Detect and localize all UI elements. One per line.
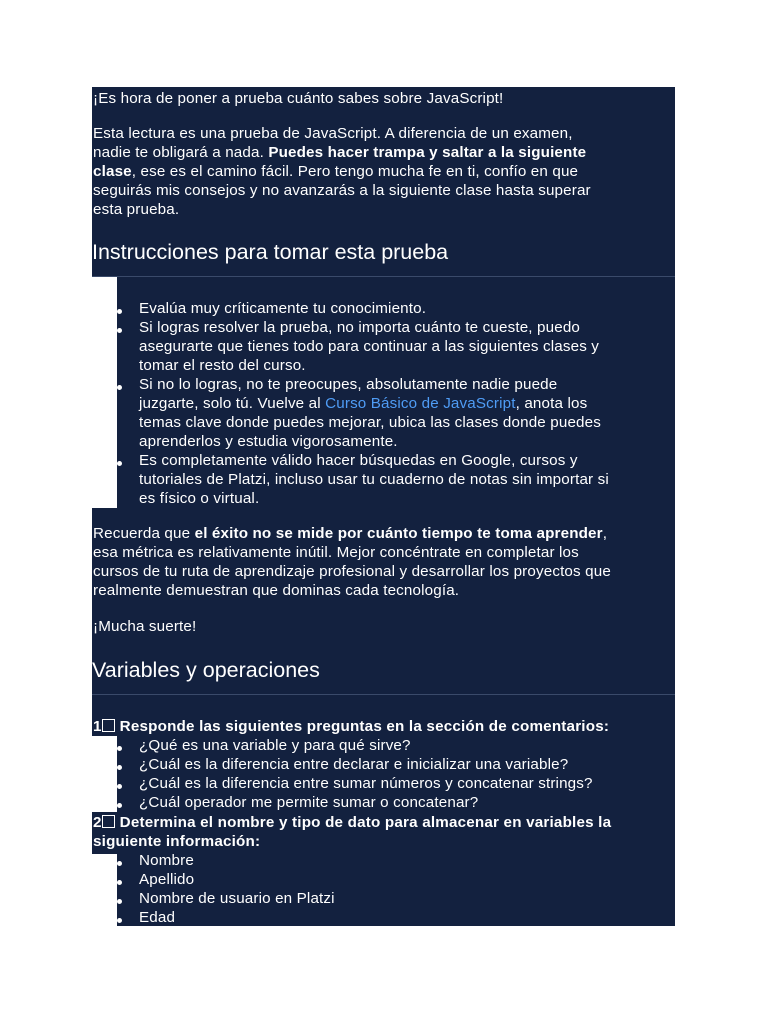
bullet bbox=[117, 765, 122, 770]
section-heading-instructions: Instrucciones para tomar esta prueba bbox=[92, 240, 449, 264]
list-item: tutoriales de Platzi, incluso usar tu cuaderno de notas sin importar si bbox=[139, 471, 609, 488]
remember-line: esa métrica es relativamente inútil. Mejor concéntrate en completar los bbox=[93, 544, 579, 561]
heading-divider bbox=[92, 276, 675, 277]
section-heading-variables: Variables y operaciones bbox=[92, 658, 320, 682]
intro-bold-text: Puedes hacer trampa y saltar a la siguiente bbox=[268, 144, 587, 161]
list-item: Nombre bbox=[139, 852, 194, 869]
good-luck-text: ¡Mucha suerte! bbox=[93, 618, 197, 635]
remember-line: cursos de tu ruta de aprendizaje profesional y desarrollar los proyectos que bbox=[93, 563, 611, 580]
list-item: Si no lo logras, no te preocupes, absolutamente nadie puede bbox=[139, 376, 558, 393]
course-link[interactable]: Curso Básico de JavaScript bbox=[325, 395, 516, 412]
checkbox-icon bbox=[102, 719, 115, 732]
list-item: asegurarte que tienes todo para continuar a las siguientes clases y bbox=[139, 338, 600, 355]
bullet bbox=[117, 309, 122, 314]
list-item: es físico o virtual. bbox=[139, 490, 260, 507]
list-item: Nombre de usuario en Platzi bbox=[139, 890, 335, 907]
bullet bbox=[117, 385, 122, 390]
bullet bbox=[117, 803, 122, 808]
checkbox-icon bbox=[102, 815, 115, 828]
list-item: juzgarte, solo tú. Vuelve al Curso Básico de JavaScript, anota los bbox=[139, 395, 588, 412]
intro-paragraph-line: nadie te obligará a nada. Puedes hacer trampa y saltar a la siguiente bbox=[93, 144, 587, 161]
remember-line: realmente demuestran que dominas cada tecnología. bbox=[93, 582, 460, 599]
bullet bbox=[117, 880, 122, 885]
intro-paragraph-line: clase, ese es el camino fácil. Pero tengo mucha fe en ti, confío en que bbox=[93, 163, 579, 180]
list-item: ¿Qué es una variable y para qué sirve? bbox=[139, 737, 411, 754]
list-item: temas clave donde puedes mejorar, ubica las clases donde puedes bbox=[139, 414, 601, 431]
list-item: Si logras resolver la prueba, no importa cuánto te cueste, puedo bbox=[139, 319, 581, 336]
list-item: ¿Cuál es la diferencia entre declarar e inicializar una variable? bbox=[139, 756, 569, 773]
bullet bbox=[117, 899, 122, 904]
list-item: aprenderlos y estudia vigorosamente. bbox=[139, 433, 398, 450]
list-item: Edad bbox=[139, 909, 176, 926]
question-2-continued: siguiente información: bbox=[93, 833, 261, 850]
remember-bold-text: el éxito no se mide por cuánto tiempo te toma aprender bbox=[194, 525, 603, 542]
bullet bbox=[117, 746, 122, 751]
heading-divider bbox=[92, 694, 675, 695]
question-2: 2 Determina el nombre y tipo de dato para almacenar en variables la bbox=[93, 814, 612, 831]
list-item: ¿Cuál es la diferencia entre sumar números y concatenar strings? bbox=[139, 775, 593, 792]
intro-paragraph-line: esta prueba. bbox=[93, 201, 180, 218]
bullet bbox=[117, 918, 122, 923]
list-item: ¿Cuál operador me permite sumar o concatenar? bbox=[139, 794, 479, 811]
remember-line: Recuerda que el éxito no se mide por cuánto tiempo te toma aprender, bbox=[93, 525, 608, 542]
bullet bbox=[117, 861, 122, 866]
list-item: Es completamente válido hacer búsquedas en Google, cursos y bbox=[139, 452, 578, 469]
question-1: 1 Responde las siguientes preguntas en la sección de comentarios: bbox=[93, 718, 610, 735]
intro-line: ¡Es hora de poner a prueba cuánto sabes sobre JavaScript! bbox=[93, 90, 504, 107]
bullet bbox=[117, 784, 122, 789]
bullet bbox=[117, 328, 122, 333]
list-item: tomar el resto del curso. bbox=[139, 357, 306, 374]
intro-paragraph-line: seguirás mis consejos y no avanzarás a la siguiente clase hasta superar bbox=[93, 182, 591, 199]
intro-paragraph-line: Esta lectura es una prueba de JavaScript. A diferencia de un examen, bbox=[93, 125, 573, 142]
list-item: Apellido bbox=[139, 871, 195, 888]
bullet bbox=[117, 461, 122, 466]
list-item: Evalúa muy críticamente tu conocimiento. bbox=[139, 300, 427, 317]
